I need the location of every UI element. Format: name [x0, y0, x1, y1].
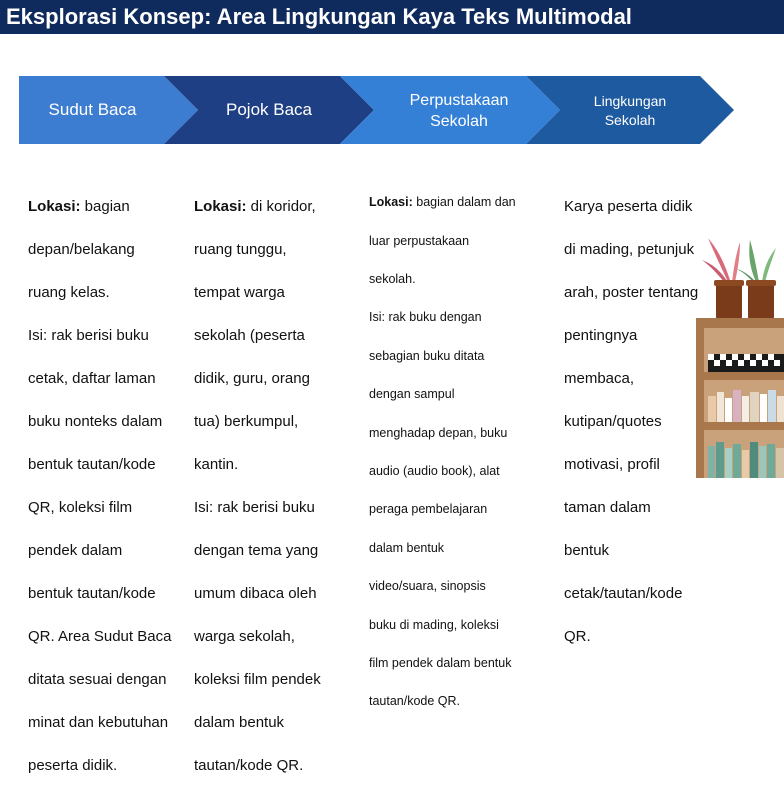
lokasi-label: Lokasi:: [194, 197, 247, 215]
description-perpustakaan-sekolah: Lokasi: bagian dalam dan luar perpustakaan sekolah. Isi: rak buku dengan sebagian buku ditata dengan sampul menghadap depan, buku audio (audio book), alat peraga pembelajaran dalam bentuk video/suara, sinopsis buku di mading, koleksi film pendek dalam bentuk tautan/kode QR.: [369, 195, 516, 709]
lokasi-label: Lokasi:: [369, 195, 413, 210]
bookshelf-plants-illustration: [690, 230, 784, 478]
plant-icon: [702, 238, 776, 282]
pot-right: [748, 282, 774, 320]
pot-left: [716, 282, 742, 320]
checkered-box: [708, 354, 784, 372]
page-title: Eksplorasi Konsep: Area Lingkungan Kaya Teks Multimodal: [6, 4, 632, 29]
step-label-lingkungan-sekolah: Lingkungan Sekolah: [593, 93, 667, 128]
description-pojok-baca: Lokasi: di koridor, ruang tunggu, tempat warga sekolah (peserta didik, guru, orang tua) berkumpul, kantin. Isi: rak berisi buku dengan tema yang umum dibaca oleh warga sekolah, koleksi film pendek dalam bentuk tautan/kode QR.: [194, 197, 321, 774]
description-sudut-baca: Lokasi: bagian depan/belakang ruang kelas. Isi: rak berisi buku cetak, daftar laman buku nonteks dalam bentuk tautan/kode QR, koleksi film pendek dalam bentuk tautan/kode QR. Area Sudut Baca ditata sesuai dengan minat dan kebutuhan peserta didik.: [28, 197, 172, 774]
lokasi-label: Lokasi:: [28, 197, 81, 215]
description-lingkungan-sekolah: Karya peserta didik di mading, petunjuk arah, poster tentang pentingnya membaca, kutipan/quotes motivasi, profil taman dalam bentuk cetak/tautan/kode QR.: [564, 197, 699, 645]
step-label-sudut-baca: Sudut Baca: [48, 100, 137, 119]
step-label-perpustakaan-sekolah: Perpustakaan Sekolah: [409, 92, 509, 130]
step-label-pojok-baca: Pojok Baca: [226, 100, 312, 119]
